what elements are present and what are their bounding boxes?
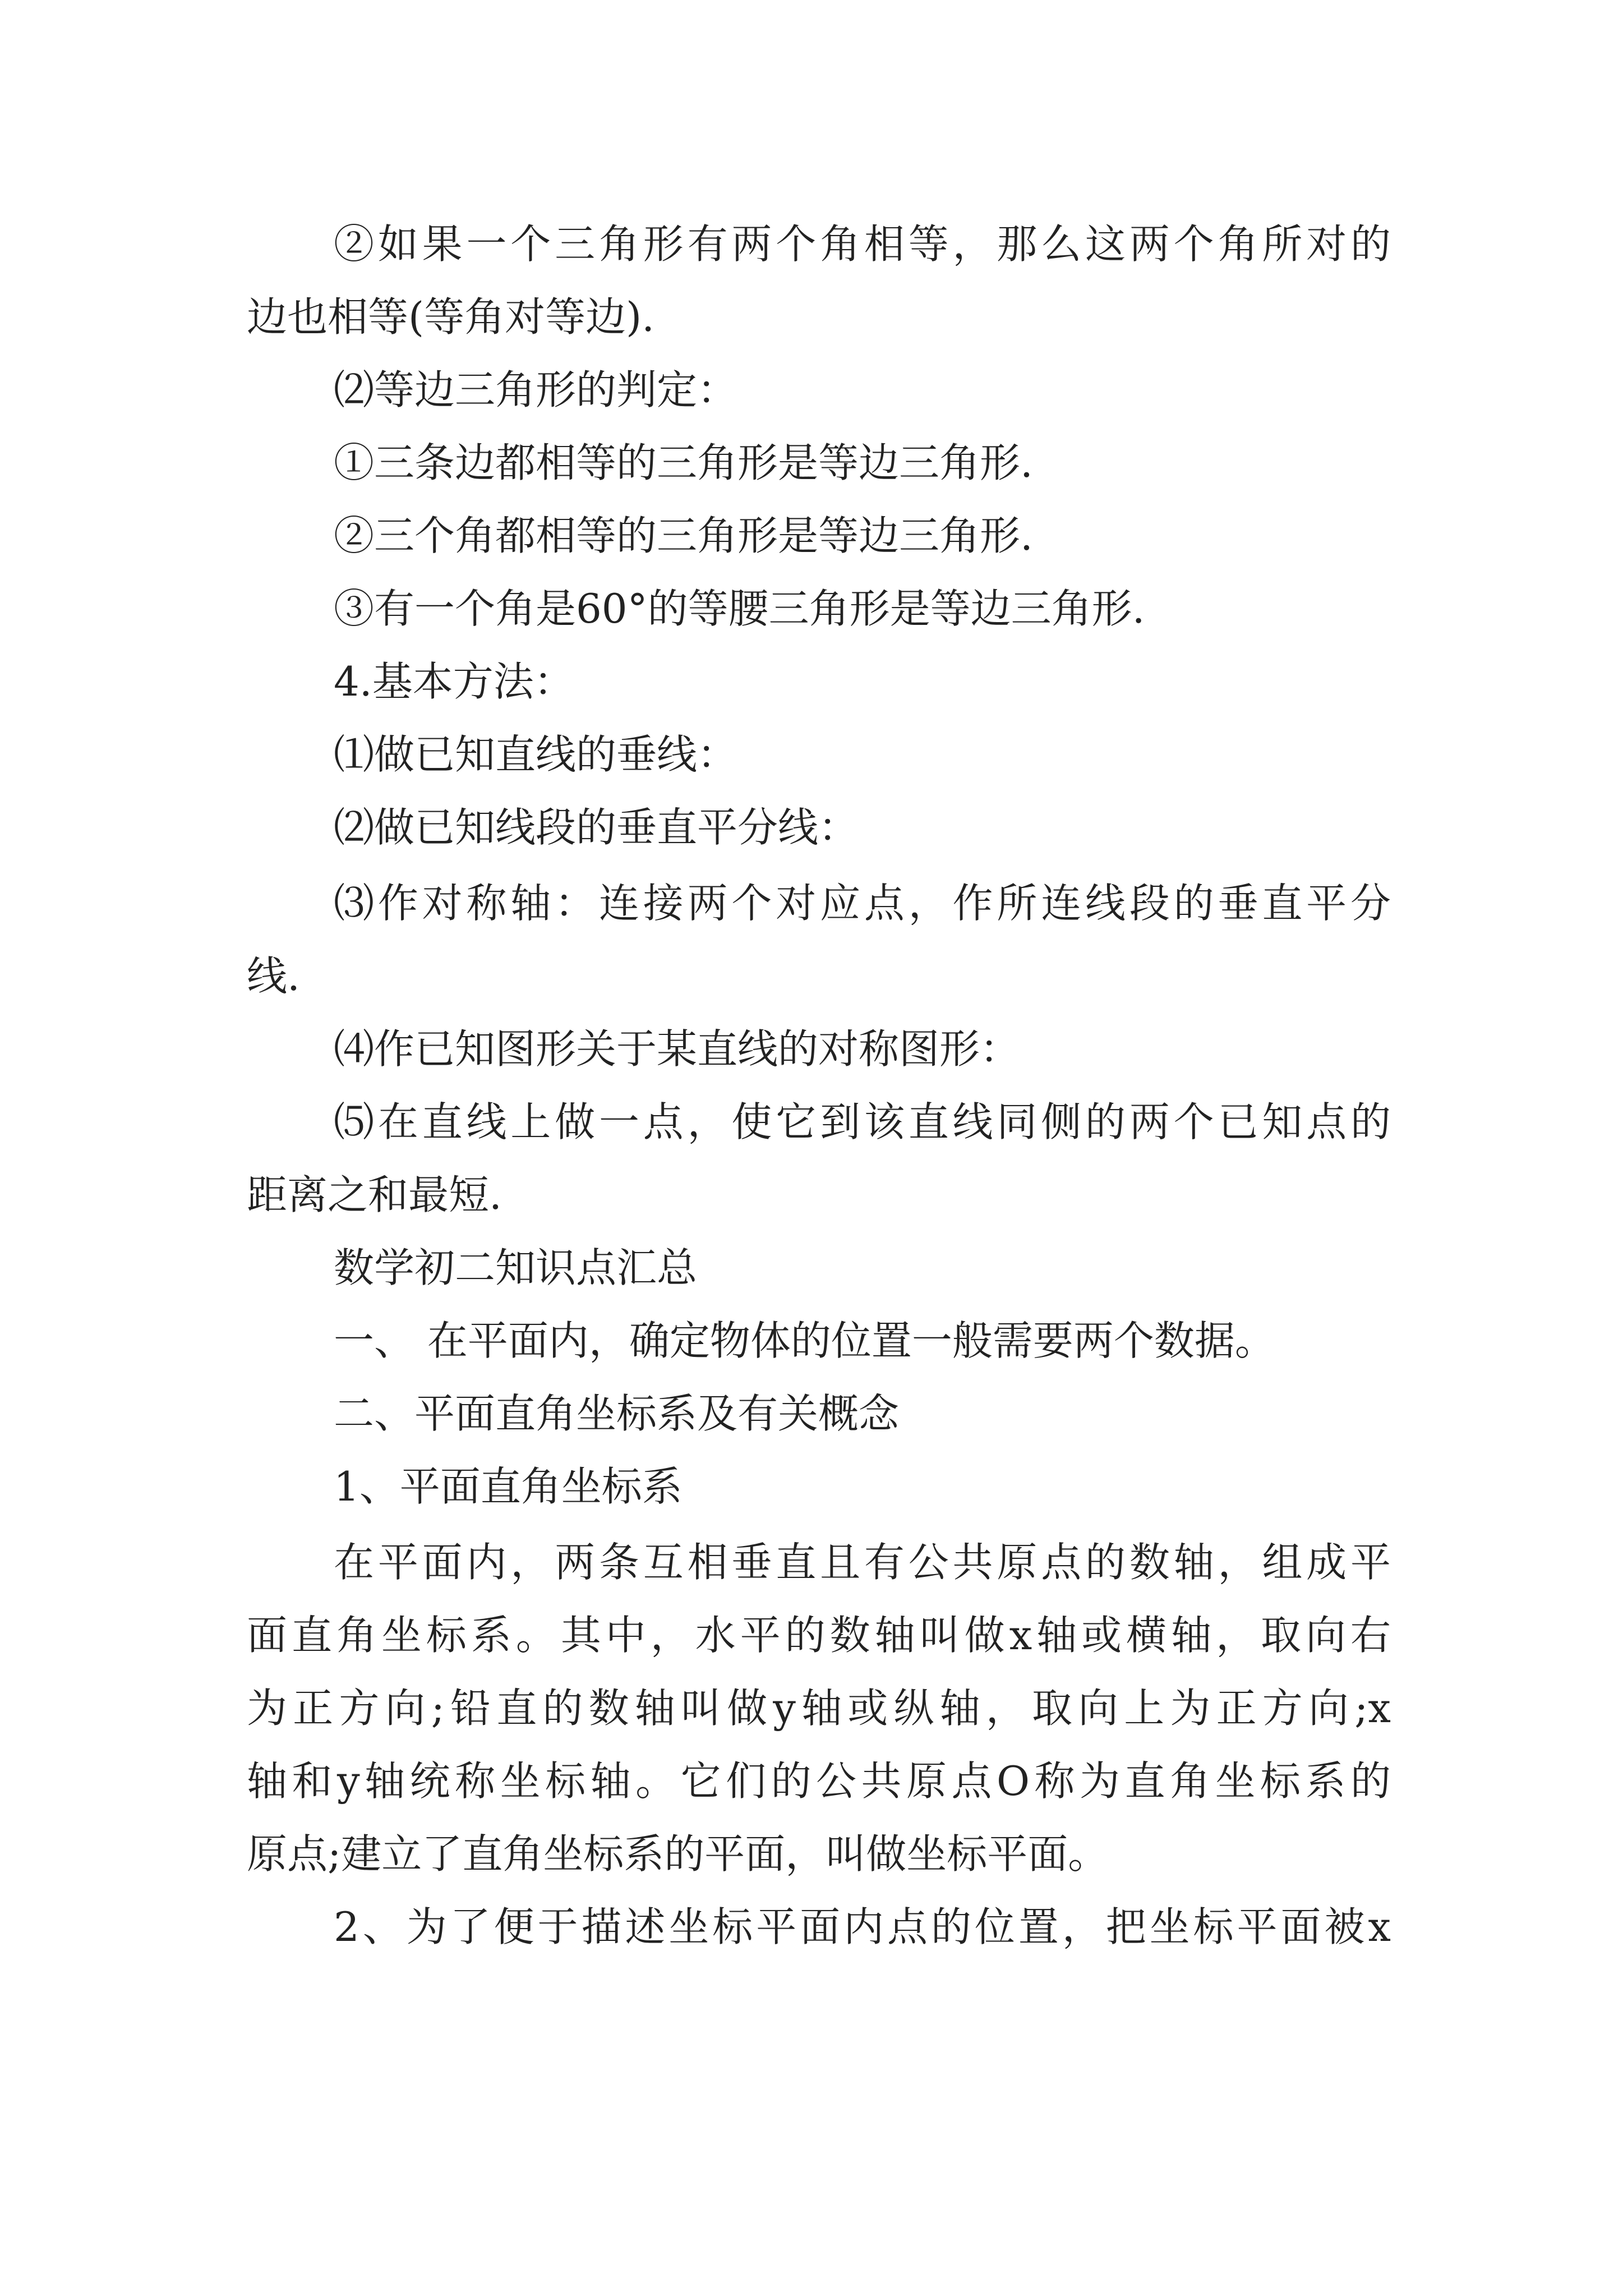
text-line: 一、 在平面内，确定物体的位置一般需要两个数据。 <box>334 1317 1275 1364</box>
text-line: 在平面内，两条互相垂直且有公共原点的数轴，组成平 <box>334 1539 1391 1586</box>
text-line: ⑵等边三角形的判定： <box>334 366 738 413</box>
text-line: ①三条边都相等的三角形是等边三角形. <box>334 439 1033 486</box>
text-line: 面直角坐标系。其中，水平的数轴叫做x轴或横轴，取向右 <box>247 1612 1391 1659</box>
text-line: 为正方向;铅直的数轴叫做y轴或纵轴，取向上为正方向;x <box>247 1685 1391 1732</box>
text-line: 原点;建立了直角坐标系的平面，叫做坐标平面。 <box>247 1830 1109 1878</box>
text-line: ⑷作已知图形关于某直线的对称图形： <box>334 1025 1021 1073</box>
text-line: ③有一个角是60°的等腰三角形是等边三角形. <box>334 585 1145 632</box>
section-heading: 数学初二知识点汇总 <box>334 1244 698 1291</box>
text-line: ⑵做已知线段的垂直平分线： <box>334 804 859 851</box>
text-line: ⑴做已知直线的垂线： <box>334 731 738 778</box>
text-line: 距离之和最短. <box>247 1171 502 1218</box>
text-line: 线. <box>247 953 300 1000</box>
text-line: 边也相等(等角对等边). <box>247 293 655 341</box>
section-heading: 二、平面直角坐标系及有关概念 <box>334 1390 900 1437</box>
text-line: ⑸在直线上做一点，使它到该直线同侧的两个已知点的 <box>334 1098 1391 1145</box>
text-line: ②三个角都相等的三角形是等边三角形. <box>334 512 1033 559</box>
text-line: ⑶作对称轴：连接两个对应点，作所连线段的垂直平分 <box>334 880 1391 927</box>
text-line: 2、为了便于描述坐标平面内点的位置，把坐标平面被x <box>334 1903 1391 1950</box>
text-line: 4.基本方法： <box>334 658 574 705</box>
text-line: ②如果一个三角形有两个角相等，那么这两个角所对的 <box>334 220 1391 268</box>
text-line: 轴和y轴统称坐标轴。它们的公共原点O称为直角坐标系的 <box>247 1757 1391 1805</box>
subsection-heading: 1、平面直角坐标系 <box>334 1463 683 1510</box>
